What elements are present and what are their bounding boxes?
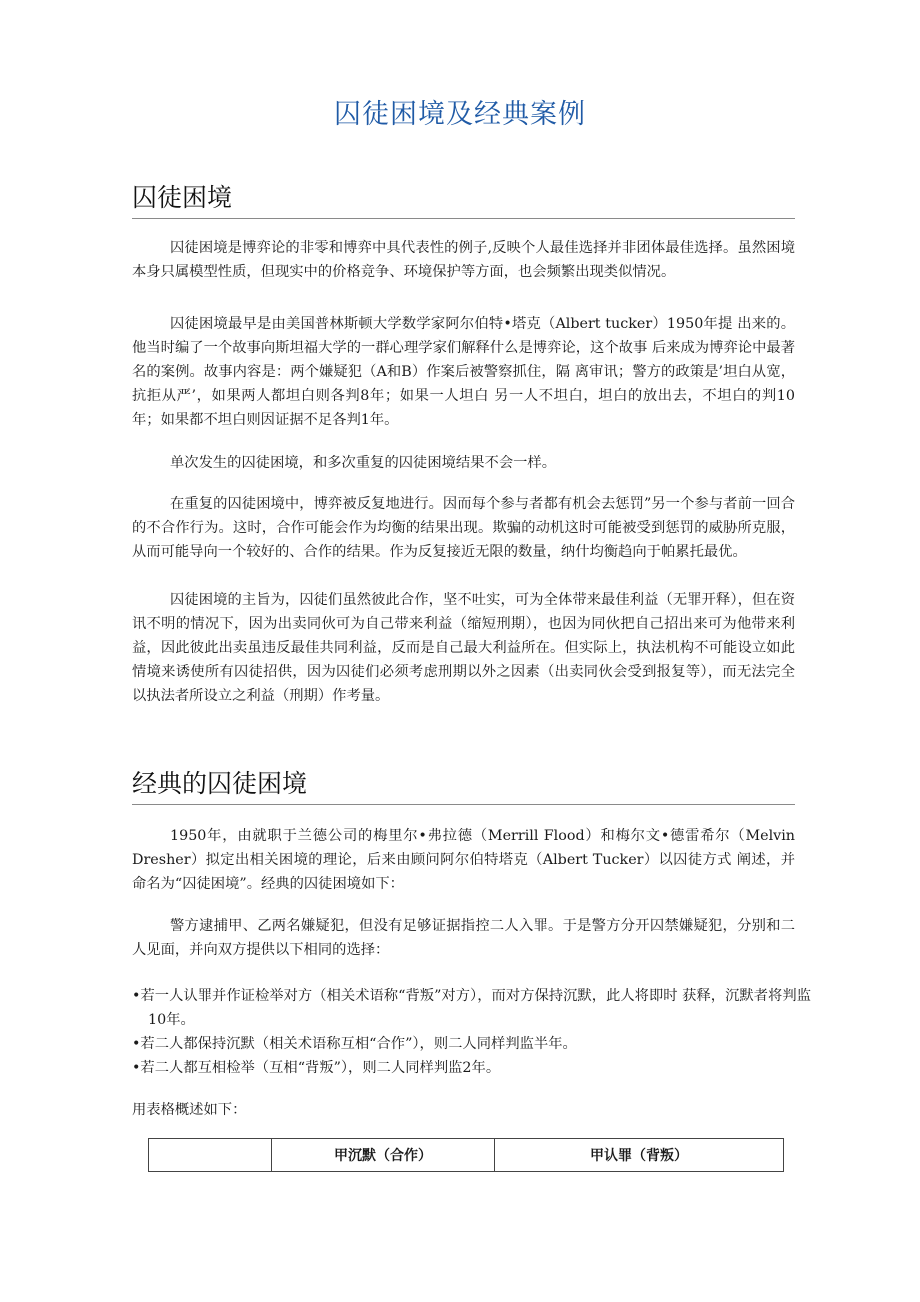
table-header-cell: 甲沉默（合作） xyxy=(272,1139,495,1172)
paragraph: 囚徒困境最早是由美国普林斯顿大学数学家阿尔伯特•塔克（Albert tucker）1950年提 出来的。他当时编了一个故事向斯坦福大学的一群心理学家们解释什么是博弈论，这个故事 后来成为博弈论中最著名的案例。故事内容是：两个嫌疑犯（A和B）作案后被警察抓住，隔 离审讯；警方的政策是’坦白从宽，抗拒从严’，如果两人都坦白则各判8年；如果一人坦白 另一人不坦白，坦白的放出去，不坦白的判10年；如果都不坦白则因证据不足各判1年。 xyxy=(132,316,795,428)
paragraph: 1950年，由就职于兰德公司的梅里尔•弗拉德（Merrill Flood）和梅尔文•德雷希尔（Melvin Dresher）拟定出相关困境的理论，后来由顾问阿尔伯特塔克（Albert Tucker）以囚徒方式 阐述，并命名为“囚徒困境”。经典的囚徒困境如下： xyxy=(132,828,795,892)
paragraph: 囚徒困境是博弈论的非零和博弈中具代表性的例子,反映个人最佳选择并非团体最佳选择。虽然困境本身只属模型性质，但现实中的价格竞争、环境保护等方面，也会频繁出现类似情况。 xyxy=(132,240,795,280)
paragraph: 单次发生的囚徒困境，和多次重复的囚徒困境结果不会一样。 xyxy=(170,455,557,471)
section-heading-classic-case: 经典的囚徒困境 xyxy=(132,764,795,805)
paragraph: 警方逮捕甲、乙两名嫌疑犯，但没有足够证据指控二人入罪。于是警方分开囚禁嫌疑犯，分别和二人见面，并向双方提供以下相同的选择： xyxy=(132,918,795,958)
payoff-table xyxy=(148,1138,784,1172)
table-header-cell: 甲认罪（背叛） xyxy=(495,1139,784,1172)
list-item: •若一人认罪并作证检举对方（相关术语称“背叛”对方），而对方保持沉默，此人将即时 获释，沉默者将判监10年。 xyxy=(132,988,811,1028)
table-intro: 用表格概述如下： xyxy=(132,1102,247,1118)
section-heading-prisoners-dilemma: 囚徒困境 xyxy=(132,178,795,219)
list-item: •若二人都互相检举（互相“背叛”），则二人同样判监2年。 xyxy=(132,1060,501,1076)
paragraph: 在重复的囚徒困境中，博弈被反复地进行。因而每个参与者都有机会去惩罚”另一个参与者前一回合的不合作行为。这时，合作可能会作为均衡的结果出现。欺骗的动机这时可能被受到惩罚的威胁所克服，从而可能导向一个较好的、合作的结果。作为反复接近无限的数量，纳什均衡趋向于帕累托最优。 xyxy=(132,496,795,560)
table-row xyxy=(149,1139,784,1172)
page-title: 囚徒困境及经典案例 xyxy=(334,99,586,130)
table-header-cell xyxy=(149,1139,272,1172)
list-item: •若二人都保持沉默（相关术语称互相“合作”），则二人同样判监半年。 xyxy=(132,1036,577,1052)
paragraph: 囚徒困境的主旨为，囚徒们虽然彼此合作，坚不吐实，可为全体带来最佳利益（无罪开释），但在资讯不明的情况下，因为出卖同伙可为自己带来利益（缩短刑期），也因为同伙把自己招出来可为他带来利益，因此彼此出卖虽违反最佳共同利益，反而是自己最大利益所在。但实际上，执法机构不可能设立如此情境来诱使所有囚徒招供，因为囚徒们必须考虑刑期以外之因素（出卖同伙会受到报复等），而无法完全以执法者所设立之利益（刑期）作考量。 xyxy=(132,592,795,704)
